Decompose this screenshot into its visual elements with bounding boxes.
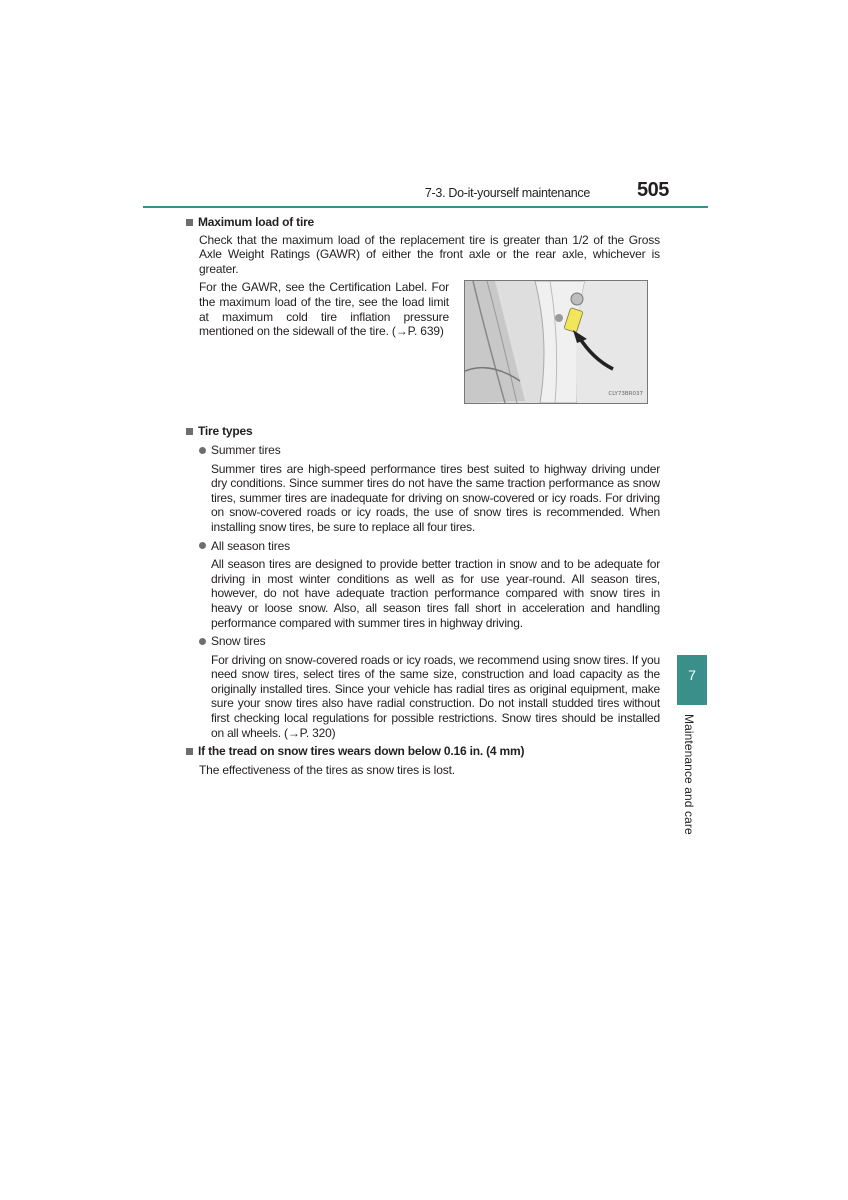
heading-text: Tire types — [198, 424, 253, 439]
max-load-with-figure — [199, 280, 660, 404]
section-heading-tire-types — [186, 424, 660, 439]
door-pillar-illustration — [465, 281, 647, 403]
tread-paragraph: The effectiveness of the tires as snow tires is lost. — [199, 762, 455, 777]
figure-code: CLY73BR037 — [608, 390, 643, 397]
list-item-summer-tires — [199, 443, 660, 458]
chapter-label: Maintenance and care — [682, 714, 696, 835]
all-season-tires-paragraph: All season tires are designed to provide better traction in snow and to be adequate for driving in most winter conditions as well as for use year-round. All season tires, however, do not have adequate traction performance compared with snow tires in heavy or loose snow. Also, all season tires fall short in acceleration and handling performance compared with summer tires in highway driving. — [211, 557, 660, 630]
certification-label-figure — [464, 280, 648, 404]
chapter-tab — [677, 655, 707, 705]
page-number: 505 — [637, 179, 669, 201]
section-heading-max-load — [186, 215, 660, 230]
subheading-text: Snow tires — [211, 634, 266, 649]
square-bullet-icon — [186, 748, 193, 755]
square-bullet-icon — [186, 428, 193, 435]
summer-tires-paragraph: Summer tires are high-speed performance tires best suited to highway driving under dry conditions. Since summer tires do not have the same traction performance as snow tires, summer tires are inadequate for driving on snow-covered or icy roads. For driving on snow-covered roads or icy roads, the use of snow tires is recommended. When installing snow tires, be sure to replace all four tires. — [211, 461, 660, 534]
heading-text: Maximum load of tire — [198, 215, 315, 229]
list-item-all-season-tires — [199, 539, 660, 554]
page-content — [186, 215, 660, 777]
gawr-paragraph: For the GAWR, see the Certification Label. For the maximum load of the tire, see the load limit at maximum cold tire inflation pressure mentioned on the sidewall of the tire. (→P. 639) — [199, 280, 449, 339]
list-item-snow-tires — [199, 634, 660, 649]
section-heading-tread — [186, 744, 660, 759]
square-bullet-icon — [186, 219, 193, 226]
page-header-section: 7-3. Do-it-yourself maintenance — [424, 186, 590, 200]
circle-bullet-icon — [199, 638, 206, 645]
circle-bullet-icon — [199, 542, 206, 549]
subheading-text: All season tires — [211, 538, 290, 553]
max-load-paragraph: Check that the maximum load of the replacement tire is greater than 1/2 of the Gross Axle Weight Ratings (GAWR) of either the front axle or the rear axle, whichever is greater. — [199, 232, 660, 276]
heading-text: If the tread on snow tires wears down below 0.16 in. (4 mm) — [198, 744, 525, 759]
header-rule — [143, 206, 708, 208]
chapter-number: 7 — [688, 667, 696, 683]
circle-bullet-icon — [199, 447, 206, 454]
subheading-text: Summer tires — [211, 442, 281, 457]
snow-tires-paragraph: For driving on snow-covered roads or icy roads, we recommend using snow tires. If you need snow tires, select tires of the same size, construction and load capacity as the originally installed tires. Since your vehicle has radial tires as original equipment, make sure your snow tires also have radial construction. Do not install studded tires without first checking local regulations for possible restrictions. Snow tires should be installed on all wheels. (→P. 320) — [211, 652, 660, 740]
